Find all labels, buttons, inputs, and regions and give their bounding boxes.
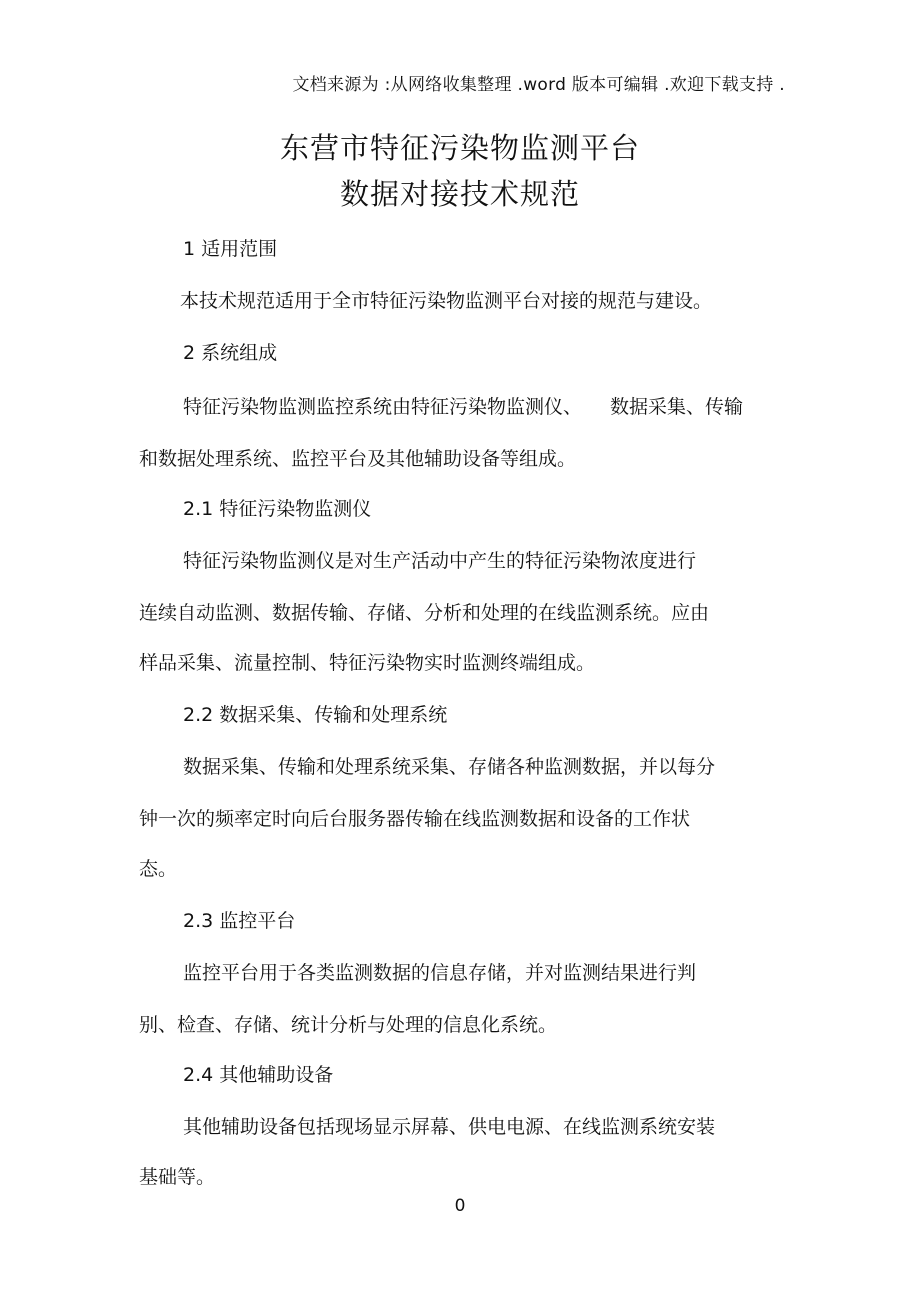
section-2-4-heading: 2.4 其他辅助设备 [183,1064,334,1086]
section-1-paragraph: 本技术规范适用于全市特征污染物监测平台对接的规范与建设。 [180,290,713,312]
section-2-paragraph-line-1 [183,394,743,420]
section-2-paragraph-part-a: 特征污染物监测监控系统由特征污染物监测仪、 [183,396,583,418]
section-2-2-line-2: 钟一次的频率定时向后台服务器传输在线监测数据和设备的工作状 [139,808,691,830]
section-2-3-line-2: 别、检查、存储、统计分析与处理的信息化系统。 [139,1014,558,1036]
page-number: 0 [454,1196,466,1216]
section-2-paragraph-part-b: 数据采集、传输 [610,396,744,418]
section-2-1-heading: 2.1 特征污染物监测仪 [183,498,372,520]
section-2-heading: 2 系统组成 [183,342,278,364]
document-title-line-2: 数据对接技术规范 [339,177,580,211]
section-2-1-line-2: 连续自动监测、数据传输、存储、分析和处理的在线监测系统。应由 [139,602,710,624]
section-2-2-line-1: 数据采集、传输和处理系统采集、存储各种监测数据，并以每分 [183,756,716,778]
section-2-1-line-1: 特征污染物监测仪是对生产活动中产生的特征污染物浓度进行 [183,550,697,572]
document-title-line-1: 东营市特征污染物监测平台 [279,131,640,165]
section-2-2-line-3: 态。 [139,858,178,880]
section-2-3-heading: 2.3 监控平台 [183,910,296,932]
section-1-heading: 1 适用范围 [183,238,278,260]
section-2-4-line-1: 其他辅助设备包括现场显示屏幕、供电电源、在线监测系统安装 [183,1116,716,1138]
header-note: 文档来源为 :从网络收集整理 .word 版本可编辑 .欢迎下载支持 . [292,75,785,95]
section-2-3-line-1: 监控平台用于各类监测数据的信息存储，并对监测结果进行判 [183,962,697,984]
section-2-paragraph-line-2: 和数据处理系统、监控平台及其他辅助设备等组成。 [139,448,577,470]
section-2-4-line-2: 基础等。 [139,1166,216,1188]
section-2-2-heading: 2.2 数据采集、传输和处理系统 [183,704,448,726]
section-2-1-line-3: 样品采集、流量控制、特征污染物实时监测终端组成。 [139,652,596,674]
